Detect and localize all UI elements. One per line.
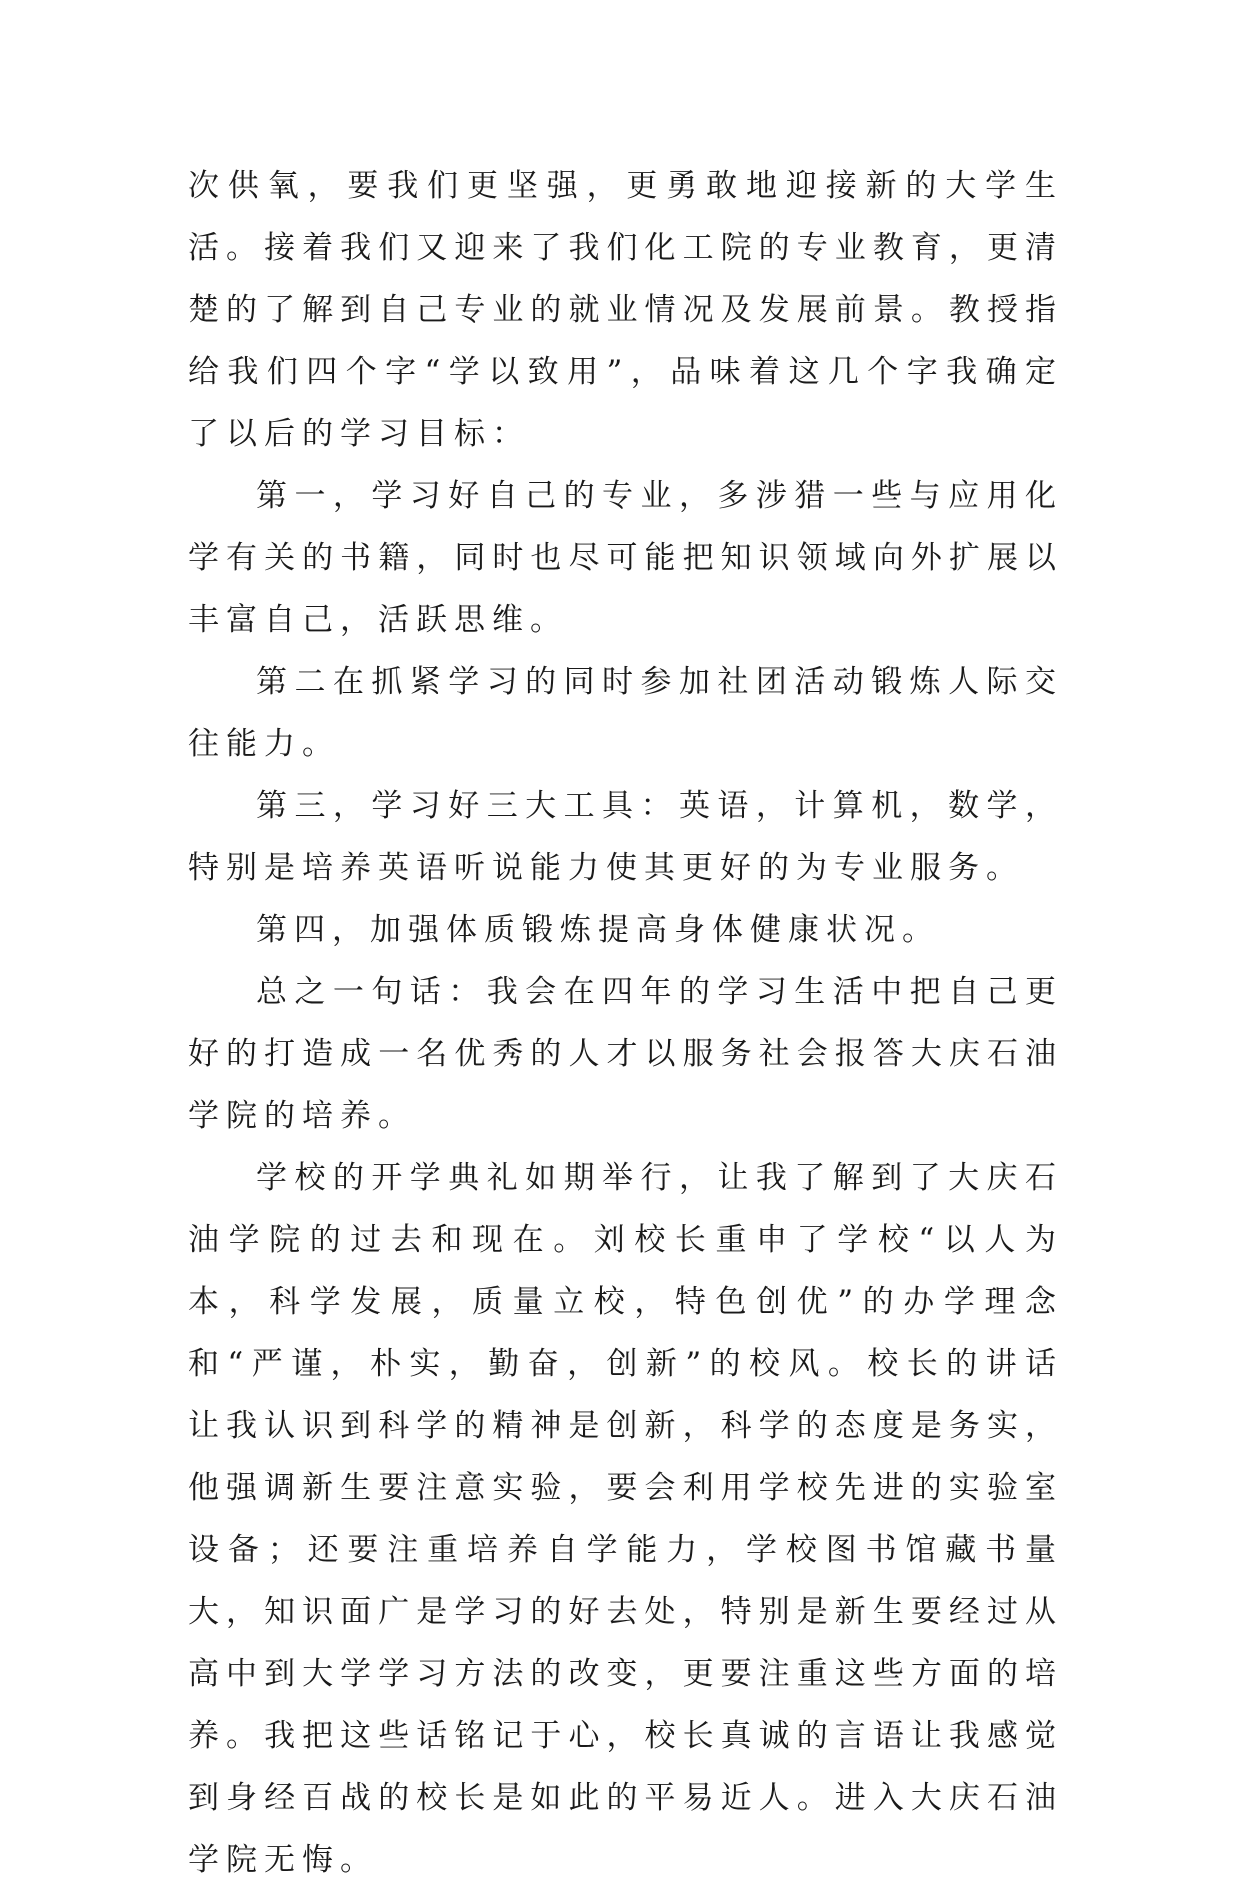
document-body (188, 155, 1063, 1891)
paragraph-continuation: 次供氧，要我们更坚强，更勇敢地迎接新的大学生活。接着我们又迎来了我们化工院的专业教育，更清楚的了解到自己专业的就业情况及发展前景。教授指给我们四个字“学以致用”，品味着这几个字我确定了以后的学习目标： (188, 168, 1063, 452)
paragraph-opening-ceremony: 学校的开学典礼如期举行，让我了解到了大庆石油学院的过去和现在。刘校长重申了学校“以人为本，科学发展，质量立校，特色创优”的办学理念和“严谨，朴实，勤奋，创新”的校风。校长的讲话让我认识到科学的精神是创新，科学的态度是务实，他强调新生要注意实验，要会利用学校先进的实验室设备；还要注重培养自学能力，学校图书馆藏书量大，知识面广是学习的好去处，特别是新生要经过从高中到大学学习方法的改变，更要注重这些方面的培养。我把这些话铭记于心，校长真诚的言语让我感觉到身经百战的校长是如此的平易近人。进入大庆石油学院无悔。 (188, 1160, 1063, 1878)
paragraph-goal-4: 第四，加强体质锻炼提高身体健康状况。 (256, 912, 940, 948)
paragraph-summary: 总之一句话：我会在四年的学习生活中把自己更好的打造成一名优秀的人才以服务社会报答大庆石油学院的培养。 (188, 974, 1063, 1134)
paragraph-goal-1: 第一，学习好自己的专业，多涉猎一些与应用化学有关的书籍，同时也尽可能把知识领域向外扩展以丰富自己，活跃思维。 (188, 478, 1063, 638)
paragraph-goal-3: 第三，学习好三大工具：英语，计算机，数学，特别是培养英语听说能力使其更好的为专业服务。 (188, 788, 1063, 886)
paragraph-goal-2: 第二在抓紧学习的同时参加社团活动锻炼人际交往能力。 (188, 664, 1063, 762)
